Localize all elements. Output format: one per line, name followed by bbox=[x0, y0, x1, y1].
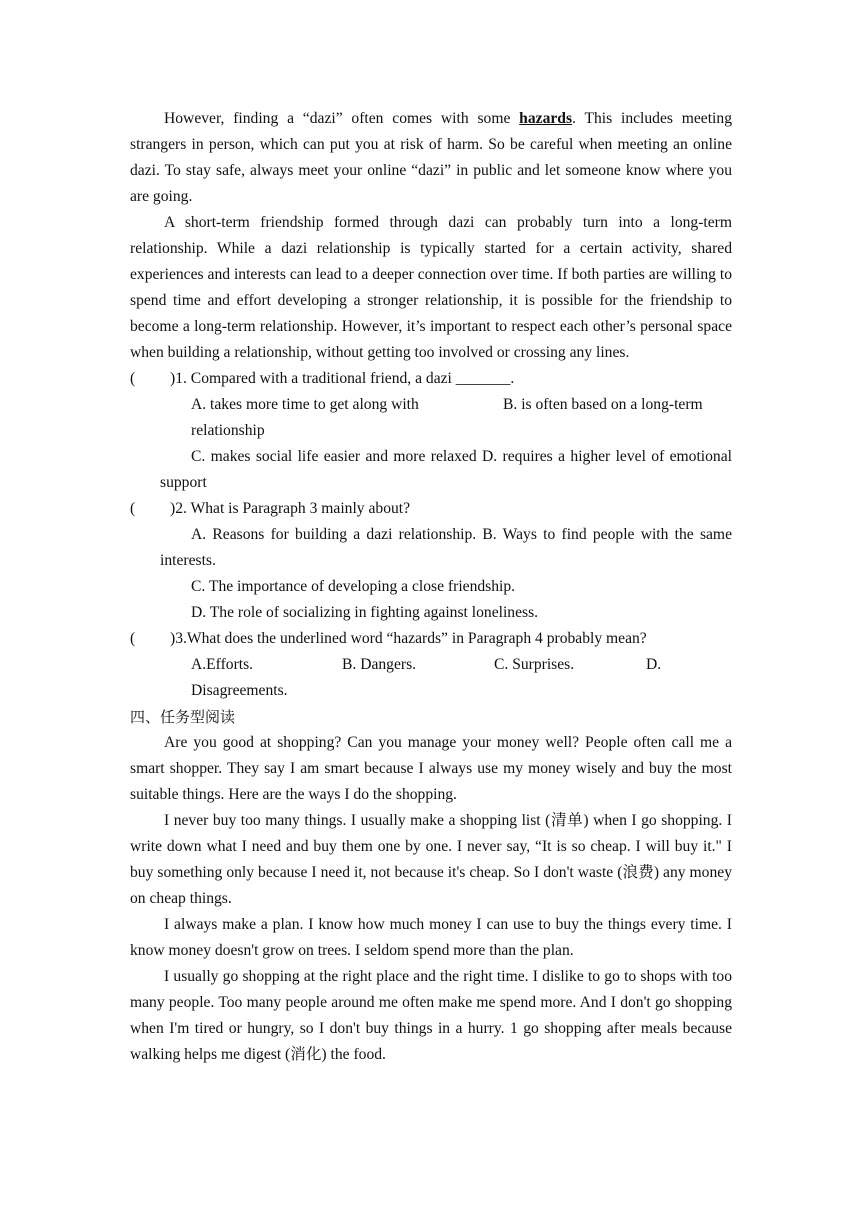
answer-blank: ( bbox=[130, 500, 136, 517]
question-1-options-cd: C. makes social life easier and more relaxed D. requires a higher level of emotional support bbox=[160, 448, 732, 491]
paragraph-text: . This includes meeting strangers in person, which can put you at risk of harm. So be careful when meeting an online dazi. To stay safe, always meet your online “dazi” in public and let someone know where you are going. bbox=[130, 110, 732, 205]
question-3-stem: )3.What does the underlined word “hazards” in Paragraph 4 probably mean? bbox=[170, 630, 647, 647]
answer-blank: ( bbox=[130, 630, 136, 647]
underlined-word-hazards: hazards bbox=[519, 110, 573, 127]
option-b: B. Dangers. bbox=[342, 656, 417, 673]
section4-paragraph-3: I always make a plan. I know how much money I can use to buy the things every time. I know money doesn't grow on trees. I seldom spend more than the plan. bbox=[130, 916, 732, 959]
option-c: C. Surprises. bbox=[494, 656, 575, 673]
answer-blank: ( bbox=[130, 370, 136, 387]
section-heading: 四、任务型阅读 bbox=[130, 708, 236, 726]
question-2-stem: )2. What is Paragraph 3 mainly about? bbox=[170, 500, 411, 517]
section4-paragraph-1: Are you good at shopping? Can you manage your money well? People often call me a smart shopper. They say I am smart because I always use my money wisely and buy the most suitable things. Here are the ways I do the shopping. bbox=[130, 734, 732, 803]
question-1-options-ab bbox=[191, 392, 732, 418]
option-d: D. bbox=[646, 656, 662, 673]
option-d-continued: Disagreements. bbox=[191, 682, 288, 699]
section4-paragraph-4: I usually go shopping at the right place and the right time. I dislike to go to shops with too many people. Too many people around me often make me spend more. And I don't go shopping when I'm tired or hungry, so I don't buy things in a hurry. 1 go shopping after meals because walking helps me digest (消化) the food. bbox=[130, 968, 732, 1063]
passage-paragraph-5: A short-term friendship formed through dazi can probably turn into a long-term relationship. While a dazi relationship is typically started for a certain activity, shared experiences and interests can lead to a deeper connection over time. If both parties are willing to spend time and effort developing a stronger relationship, it is possible for the friendship to become a long-term relationship. However, it’s important to respect each other’s personal space when building a relationship, without getting too involved or crossing any lines. bbox=[130, 214, 732, 361]
document-page bbox=[130, 106, 732, 1068]
option-a: A.Efforts. bbox=[191, 656, 254, 673]
question-3 bbox=[130, 626, 732, 652]
option-b-continued: relationship bbox=[191, 422, 265, 439]
paragraph-text: However, finding a “dazi” often comes with some bbox=[164, 110, 520, 127]
question-2 bbox=[130, 496, 732, 522]
question-2-option-d: D. The role of socializing in fighting against loneliness. bbox=[191, 604, 539, 621]
section4-paragraph-2: I never buy too many things. I usually make a shopping list (清单) when I go shopping. I write down what I need and buy them one by one. I never say, “It is so cheap. I will buy it." I buy something only because I need it, not because it's cheap. So I don't waste (浪费) any money on cheap things. bbox=[130, 812, 732, 907]
passage-paragraph-4 bbox=[130, 106, 732, 210]
question-1-stem: )1. Compared with a traditional friend, a dazi _______. bbox=[170, 370, 515, 387]
option-a: A. takes more time to get along with bbox=[191, 396, 419, 413]
question-1 bbox=[130, 366, 732, 392]
question-3-options bbox=[191, 652, 732, 678]
question-2-option-c: C. The importance of developing a close friendship. bbox=[191, 578, 516, 595]
option-b: B. is often based on a long-term bbox=[503, 396, 703, 413]
question-2-options-ab: A. Reasons for building a dazi relationship. B. Ways to find people with the same interests. bbox=[160, 526, 732, 569]
